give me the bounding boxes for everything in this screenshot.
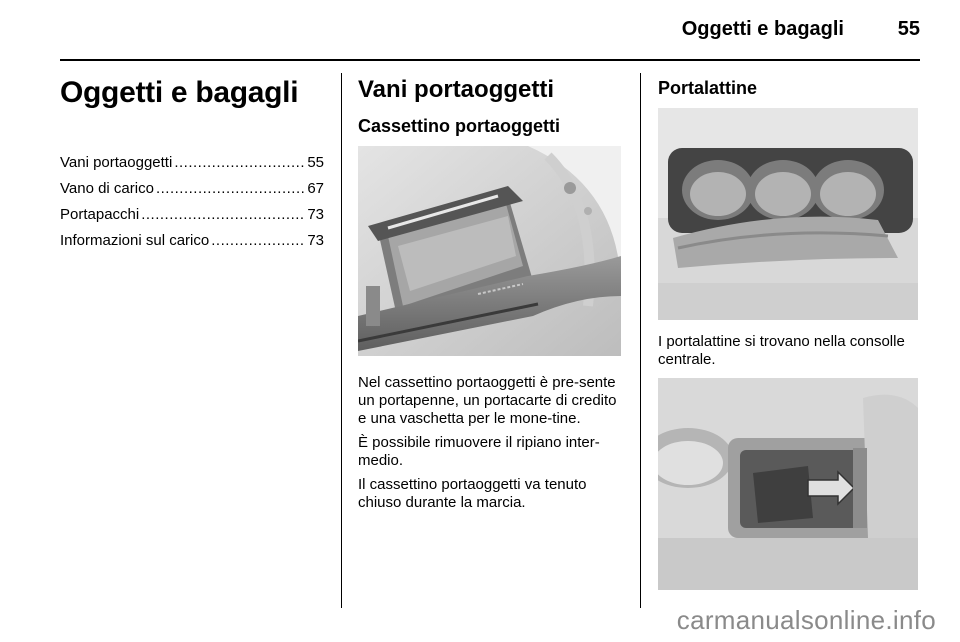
cupholders-description: I portalattine si trovano nella consolle centrale.: [658, 333, 905, 368]
toc-entry-label: Vani portaoggetti: [60, 154, 173, 171]
toc-entry-page: 55: [307, 154, 324, 171]
glovebox-description: [358, 374, 623, 518]
glovebox-paragraph: È possibile rimuovere il ripiano inter-medio.: [358, 434, 600, 469]
glovebox-illustration: [358, 146, 621, 356]
header-rule: [60, 59, 920, 61]
watermark: carmanualsonline.info: [676, 605, 936, 635]
page-number: 55: [897, 18, 920, 40]
toc-entry[interactable]: [60, 228, 324, 254]
toc-entry-label: Portapacchi: [60, 206, 140, 223]
running-header-title: Oggetti e bagagli: [681, 18, 844, 40]
toc-entry[interactable]: [60, 202, 324, 228]
glovebox-paragraph: Nel cassettino portaoggetti è pre-sente un portapenne, un portacarte di credito e una vaschetta per le mone-tine.: [358, 374, 617, 427]
column-divider-2: [640, 73, 641, 608]
toc-entry-page: 67: [307, 180, 324, 197]
section-title: Vani portaoggetti: [358, 76, 555, 103]
cupholder-illustration: [658, 108, 918, 320]
console-cupholder-illustration: [658, 378, 918, 590]
column-divider-1: [341, 73, 342, 608]
cupholders-title: Portalattine: [658, 78, 758, 98]
toc-leader: [141, 202, 305, 228]
toc-entry-page: 73: [307, 232, 324, 249]
toc-entry[interactable]: [60, 150, 324, 176]
toc-leader: [174, 150, 305, 176]
glovebox-paragraph: Il cassettino portaoggetti va tenuto chiuso durante la marcia.: [358, 476, 587, 511]
toc-leader: [211, 228, 305, 254]
toc-leader: [156, 176, 305, 202]
table-of-contents: [60, 150, 324, 254]
toc-entry[interactable]: [60, 176, 324, 202]
toc-entry-label: Informazioni sul carico: [60, 232, 210, 249]
toc-entry-label: Vano di carico: [60, 180, 154, 197]
glovebox-title: Cassettino portaoggetti: [358, 116, 561, 136]
toc-entry-page: 73: [307, 206, 324, 223]
chapter-title: Oggetti e bagagli: [60, 76, 299, 109]
